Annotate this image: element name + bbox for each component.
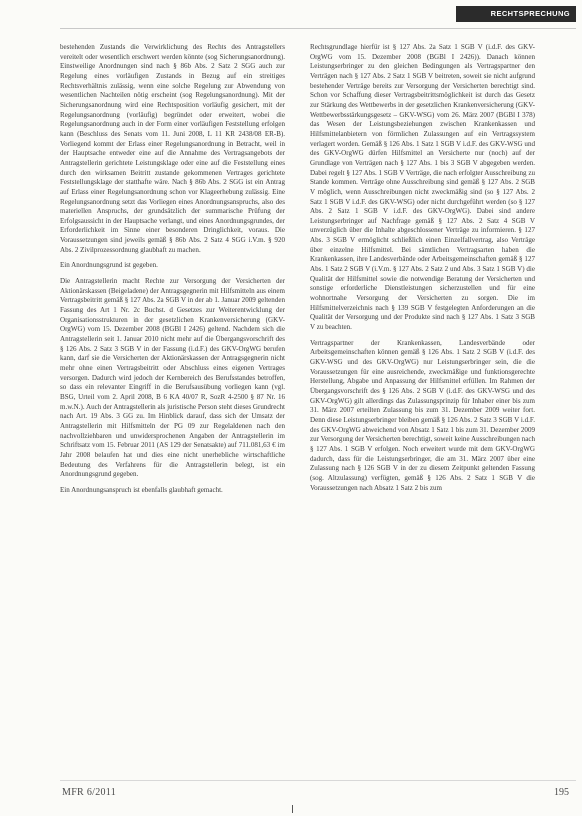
footer-divider <box>60 780 576 781</box>
body-paragraph: Ein Anordnungsanspruch ist ebenfalls glaubhaft gemacht. <box>60 485 223 494</box>
body-paragraph: Ein Anordnungsgrund ist gegeben. <box>60 261 158 270</box>
crop-mark <box>292 805 293 813</box>
body-paragraph: Vertragspartner der Krankenkassen, Landesverbände oder Arbeitsgemeinschaften können gemäß § 126 Abs. 1 Satz 2 SGB V (i.d.F. des GKV-WSG und des GKV-OrgWG) nur Leistungserbringer sein, die die Voraussetzungen für eine ausreichende, zweckmäßige und funktionsgerechte Herstellung, Abgabe und Anpassung der Hilfsmittel erfüllen. Im Rahmen der Übergangsvorschrift des § 126 Abs. 2 SGB V (i.d.F. des GKV-WSG und des GKV-OrgWG) gilt allerdings das Zulassungsprinzip für Inhaber einer bis zum 31. März 2007 erteilten Zulassung bis zum 31. Dezember 2009 weiter fort. Denn diese Leistungserbringer bleiben gemäß § 126 Abs. 2 Satz 3 SGB V i.d.F. des GKV-OrgWG abweichend von Absatz 1 Satz 1 bis zum 31. Dezember 2009 zur Versorgung der Versicherten berechtigt, soweit keine Ausschreibungen nach § 127 Abs. 1 SGB V erfolgen. Noch erweitert wurde mit dem GKV-OrgWG dadurch, dass für die Leistungserbringer, die am 31. März 2007 über eine Zulassung nach § 126 SGB V in der zu diesem Zeitpunkt geltenden Fassung (sog. Altzulassung) verfügten, gemäß § 126 Abs. 2 Satz 1 SGB V die Voraussetzungen nach Absatz 1 Satz 2 bis zum <box>310 338 535 492</box>
right-text-column <box>310 43 535 778</box>
body-paragraph: bestehenden Zustands die Verwirklichung des Rechts des Antragstellers vereitelt oder wesentlich erschwert werden könnte (sog Sicherungsanordnung). Einstweilige Anordnungen sind nach § 86b Abs. 2 Satz 2 SGG auch zur Regelung eines vorläufigen Zustands in Bezug auf ein streitiges Rechtsverhältnis zulässig, wenn eine solche Regelung zur Abwendung von wesentlichen Nachteilen nötig erscheint (sog Regelungsanordnung). Mit der Sicherungsanordnung wird eine Rechtsposition vorläufig gesichert, mit der Regelungsanordnung (vorläufig) begründet oder erweitert, wobei die Regelungsanordnung auch in der Form einer vorläufigen Feststellung erfolgen kann (Beschluss des Senats vom 11. Juni 2008, L 11 KR 2438/08 ER-B). Vorliegend kommt der Erlass einer Regelungsanordnung in Betracht, weil in der Hauptsache entweder eine auf die Annahme des Vertragsangebots der Antragstellerin gerichtete Leistungsklage oder eine auf die Feststellung eines durch den wirksamen Beitritt zustande gekommenen Vertrages gerichtete Feststellungsklage der statthafte wäre. Nach § 86b Abs. 2 SGG ist ein Antrag auf Erlass einer Regelungsanordnung schon vor Klageerhebung zulässig. Eine Regelungsanordnung setzt das Vorliegen eines Anordnungsanspruchs, also des materiellen Anspruchs, der grundsätzlich der summarische Prüfung der Erfolgsaussicht in der Hauptsache verlangt, und eines Anordnungsgrundes, der Erforderlichkeit im Sinne einer besonderen Dringlichkeit, voraus. Die Voraussetzungen sind jeweils gemäß § 86b Abs. 2 Satz 4 SGG i.V.m. § 920 Abs. 2 Zivilprozessordnung glaubhaft zu machen. <box>60 43 285 254</box>
left-text-column <box>60 43 285 778</box>
header-divider <box>60 28 576 29</box>
journal-issue-label: MFR 6/2011 <box>62 787 117 798</box>
body-paragraph: Die Antragstellerin macht Rechte zur Versorgung der Versicherten der Aktionärskassen (Beigeladene) der Antragsgegnerin mit Hilfsmitteln aus einem Vertragsbeitritt gemäß § 127 Abs. 2a SGB V in der ab 1. Januar 2009 geltenden Fassung des Art 1 Nr. 2c Buchst. d Gesetzes zur Weiterentwicklung der Organisationsstrukturen in der gesetzlichen Krankenversicherung (GKV-OrgWG) vom 15. Dezember 2008 (BGBl I 2426) geltend. Nachdem sich die Antragstellerin seit 1. Januar 2010 nicht mehr auf die Übergangsvorschrift des § 126 Abs. 2 Satz 3 SGB V in der Fassung (i.d.F.) des GKV-OrgWG berufen kann, darf sie die Versicherten der Aktionärskassen der Antragsgegnerin nicht mehr ohne einen Vertragsbeitritt oder Abschluss eines eigenen Vertrages versorgen. Dadurch wird jedoch der Kernbereich des Berufsstandes betroffen, so dass ein relevanter Eingriff in die Berufsausübung vorliegen kann (vgl. BSG, Urteil vom 2. April 2008, B 6 KA 40/07 R, SozR 4-2500 § 87 Nr. 16 m.w.N.). Auch der Antragstellerin als juristische Person steht dieses Grundrecht nach Art. 19 Abs. 3 GG zu. Im Hinblick darauf, dass sich der Umsatz der Antragstellerin mit Hilfsmitteln der PG 09 zur Regelaldenen nach den nachvollziehbaren und unwidersprochenen Angaben der Antragstellerin im Schriftsatz vom 15. Februar 2011 (AS 129 der Senatsakte) auf 711.081,63 € im Jahr 2008 belaufen hat und dies eine nicht unerhebliche wirtschaftliche Bedeutung des Verfahrens für die Antragstellerin belegt, ist ein Anordnungsgrund gegeben. <box>60 277 285 479</box>
body-paragraph: Rechtsgrundlage hierfür ist § 127 Abs. 2a Satz 1 SGB V (i.d.F. des GKV-OrgWG vom 15. Dezember 2008 (BGBl I 2426)). Danach können Leistungserbringer zu den gleichen Bedingungen als Vertragspartner den Verträgen nach § 127 Abs. 2 Satz 1 SGB V beitreten, soweit sie nicht aufgrund bestehender Verträge bereits zur Versorgung der Versicherten berechtigt sind. Schon vor Schaffung dieser Vertragsbeitrittsmöglichkeit ist durch das Gesetz zur Stärkung des Wettbewerbs in der gesetzlichen Krankenversicherung (GKV-Wettbewerbsstärkungsgesetz – GKV-WSG) vom 26. März 2007 (BGBl I 378) das Wesen der Leistungsbeziehungen zwischen Krankenkassen und Hilfsmittelanbietern von förmlichen Zulassungen auf ein Vertragssystem verlagert worden. Gemäß § 126 Abs. 1 Satz 1 SGB V i.d.F. des GKV-WSG und des GKV-OrgWG dürfen Hilfsmittel an Versicherte nur (noch) auf der Grundlage von Verträgen nach § 127 Abs. 1 bis 3 SGB V abgegeben werden. Dabei regelt § 127 Abs. 1 SGB V Verträge, die nach erfolgter Ausschreibung zu Stande kommen. Verträge ohne Ausschreibung sind gemäß § 127 Abs. 2 SGB V möglich, wenn Ausschreibungen nicht zweckmäßig sind (so § 127 Abs. 2 Satz 1 SGB V i.d.F. des GKV-WSG) oder nicht durchgeführt werden (so § 127 Abs. 2 Satz 1 SGB V i.d.F. des GKV-OrgWG). Dabei sind andere Leistungserbringer auf Nachfrage gemäß § 127 Abs. 2 Satz 4 SGB V unverzüglich über die Inhalte abgeschlossener Verträge zu informieren. § 127 Abs. 3 SGB V ermöglicht schließlich einen Einzelfallvertrag, also Verträge über einzelne Hilfsmittel. Bei sämtlichen Vertragsarten haben die Krankenkassen, ihre Landesverbände oder Arbeitsgemeinschaften gemäß § 127 Abs. 1 Satz 2 SGB V (i.V.m. § 127 Abs. 2 Satz 2 und Abs. 3 Satz 1 SGB V) die Qualität der Hilfsmittel sowie die notwendige Beratung der Versicherten und sonstige erforderliche Dienstleistungen sicherzustellen und für eine wohnortnahe Versorgung der Versicherten zu sorgen. Die im Hilfsmittelverzeichnis nach § 139 SGB V festgelegten Anforderungen an die Qualität der Versorgung und der Produkte sind nach § 127 Abs. 1 Satz 3 SGB V zu beachten. <box>310 43 535 332</box>
page-number: 195 <box>554 787 569 798</box>
section-header-label: RECHTSPRECHUNG <box>456 6 576 22</box>
